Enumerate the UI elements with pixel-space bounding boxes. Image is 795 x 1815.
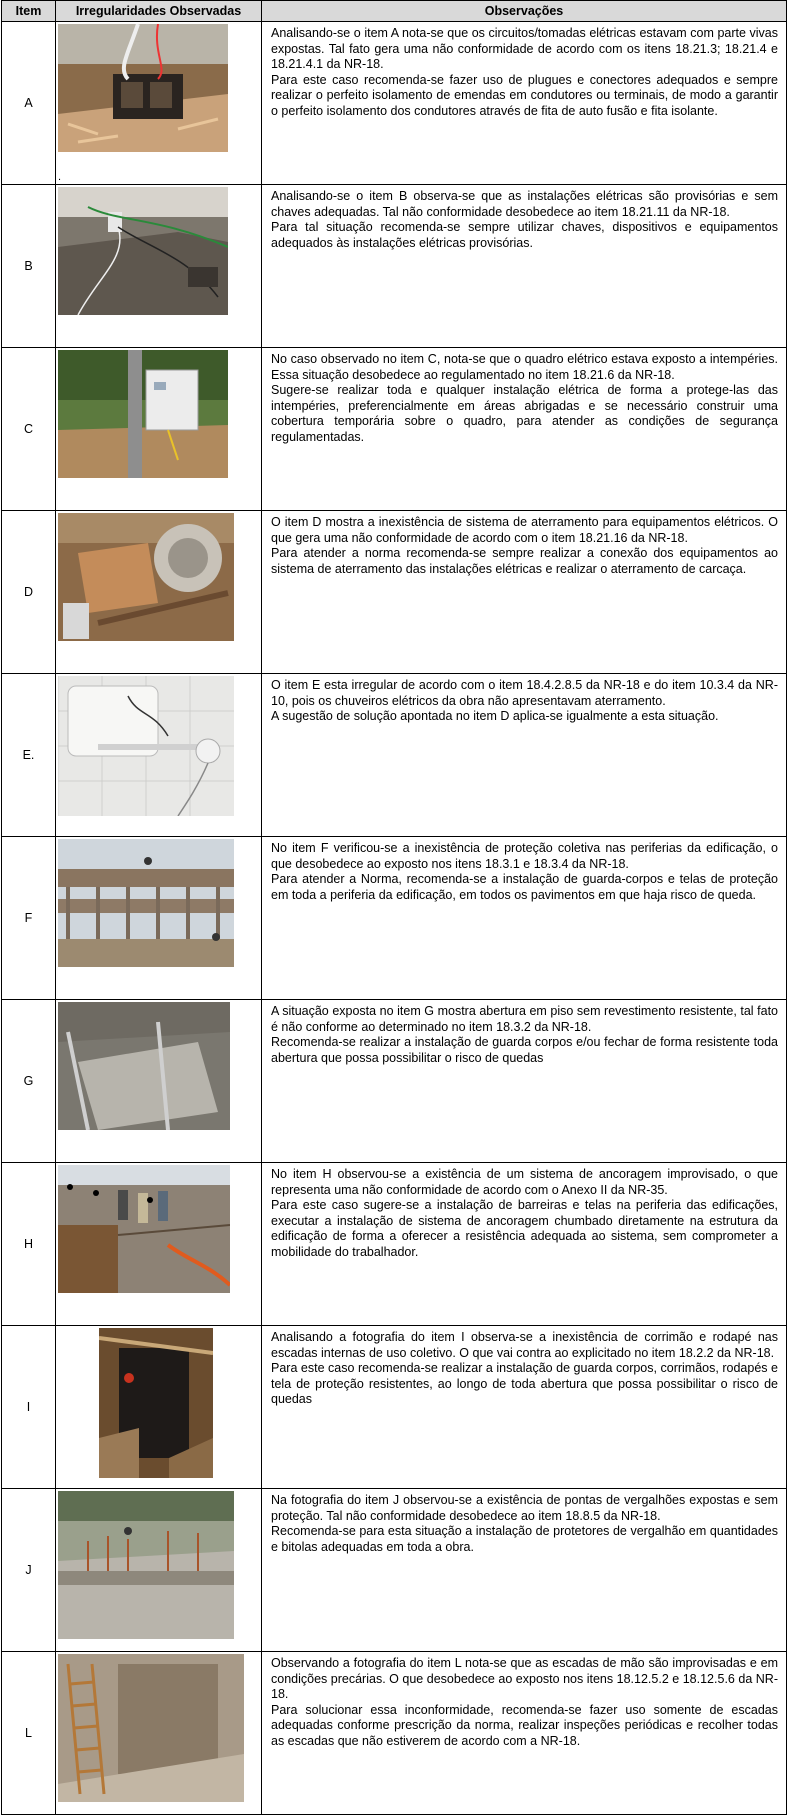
row-item-label: D (2, 511, 56, 674)
observation-finding: A situação exposta no item G mostra abertura em piso sem revestimento resistente, tal fato é não conforme ao determinado no item 18.3.2 da NR-18. (271, 1004, 778, 1034)
photo-cell (56, 348, 262, 511)
observation-finding: Na fotografia do item J observou-se a existência de pontas de vergalhões expostas e sem proteção. Tal não conformidade desobedece ao item 18.8.5 da NR-18. (271, 1493, 778, 1523)
table-row (2, 22, 787, 185)
row-item-label: H (2, 1163, 56, 1326)
photo-cell (56, 1000, 262, 1163)
photo-cell (56, 185, 262, 348)
observation-cell (262, 674, 787, 837)
observation-recommendation: Para atender a norma recomenda-se sempre realizar a conexão dos equipamentos ao sistema de aterramento das instalações elétricas e realizar o aterramento de carcaça. (271, 546, 778, 576)
observation-cell (262, 1000, 787, 1163)
observation-finding: Observando a fotografia do item L nota-se que as escadas de mão são improvisadas e em condições precárias. O que desobedece ao exposto nos itens 18.12.5.2 e 18.12.5.6 da NR-18. (271, 1656, 778, 1701)
photo-cell (56, 1163, 262, 1326)
observation-finding: Analisando-se o item B observa-se que as instalações elétricas são provisórias e sem chaves adequadas. Tal não conformidade desobedece ao item 18.21.11 da NR-18. (271, 189, 778, 219)
table-row (2, 674, 787, 837)
table-row (2, 511, 787, 674)
photo-electric-shower (58, 676, 234, 816)
photo-cell (56, 511, 262, 674)
observation-finding: No item F verificou-se a inexistência de proteção coletiva nas periferias da edificação, o que desobedece ao exposto nos itens 18.3.1 e 18.3.4 da NR-18. (271, 841, 778, 871)
observation-recommendation: Para atender a Norma, recomenda-se a instalação de guarda-corpos e telas de proteção em toda a periferia da edificação, em todos os pavimentos em que haja risco de queda. (271, 872, 778, 902)
row-item-label: I (2, 1326, 56, 1489)
observation-recommendation: Sugere-se realizar toda e qualquer instalação elétrica de forma a protege-las das intempéries, preferencialmente em áreas abrigadas e se necessário construir uma cobertura temporária sobre o quadro, para atender as condições de segurança regulamentadas. (271, 383, 778, 444)
photo-cell (56, 674, 262, 837)
table-header-row (2, 1, 787, 22)
observation-finding: Analisando-se o item A nota-se que os circuitos/tomadas elétricas estavam com parte vivas expostas. Tal fato gera uma não conformidade de acordo com os itens 18.21.3; 18.21.4 e 18.21.4.1 da NR-18. (271, 26, 778, 71)
photo-exposed-socket (58, 24, 228, 152)
photo-exposed-panel (58, 350, 228, 478)
photo-improvised-ladder (58, 1654, 244, 1802)
observation-recommendation: Recomenda-se realizar a instalação de guarda corpos e/ou fechar de forma resistente toda abertura que possa possibilitar o risco de quedas (271, 1035, 778, 1065)
table-row (2, 1652, 787, 1815)
row-item-label: E. (2, 674, 56, 837)
observation-recommendation: Para solucionar essa inconformidade, recomenda-se fazer uso somente de escadas adequadas conforme prescrição da norma, realizar inspeções periódicas e recolher todas as escadas que não estiverem de acordo com a NR-18. (271, 1702, 778, 1748)
observation-cell (262, 837, 787, 1000)
row-item-label: A (2, 22, 56, 185)
row-item-label: L (2, 1652, 56, 1815)
table-row (2, 1000, 787, 1163)
photo-exposed-rebar (58, 1491, 234, 1639)
photo-building-periphery (58, 839, 234, 967)
row-item-label: J (2, 1489, 56, 1652)
photo-cell (56, 1652, 262, 1815)
table-row (2, 185, 787, 348)
photo-cell (56, 1326, 262, 1489)
observation-finding: O item D mostra a inexistência de sistema de aterramento para equipamentos elétricos. O que gera uma não conformidade de acordo com o item 18.21.16 da NR-18. (271, 515, 778, 545)
observation-finding: No item H observou-se a existência de um sistema de ancoragem improvisado, o que representa uma não conformidade de acordo com o Anexo II da NR-35. (271, 1167, 778, 1197)
observation-cell (262, 511, 787, 674)
header-observations: Observações (262, 1, 787, 22)
observation-finding: No caso observado no item C, nota-se que o quadro elétrico estava exposto a intempéries. Essa situação desobedece ao regulamentado no item 18.21.6 da NR-18. (271, 352, 778, 382)
photo-floor-opening (58, 1002, 230, 1130)
observation-cell (262, 1489, 787, 1652)
photo-mixer-no-grounding (58, 513, 234, 641)
stray-mark: . (58, 171, 62, 183)
table-row (2, 348, 787, 511)
table-row (2, 1326, 787, 1489)
photo-cell (56, 1489, 262, 1652)
observation-cell (262, 1652, 787, 1815)
observation-recommendation: Para este caso recomenda-se fazer uso de plugues e conectores adequados e sempre realizar o perfeito isolamento de emendas em condutores ou terminais, de modo a garantir o perfeito isolamento dos condutores através de fita de auto fusão e fita isolante. (271, 72, 778, 118)
table-row (2, 837, 787, 1000)
observation-recommendation: Para este caso sugere-se a instalação de barreiras e telas na periferia das edificações, executar a instalação de sistema de ancoragem chumbado diretamente na estrutura da edificação de forma a oferecer a resistência adequada ao sistema, sem comprometer a mobilidade do trabalhador. (271, 1198, 778, 1259)
row-item-label: B (2, 185, 56, 348)
observation-cell (262, 185, 787, 348)
observation-finding: Analisando a fotografia do item I observa-se a inexistência de corrimão e rodapé nas escadas internas de uso coletivo. O que vai contra ao explicitado no item 18.2.2 da NR-18. (271, 1330, 778, 1360)
observation-recommendation: Para este caso recomenda-se realizar a instalação de guarda corpos, corrimãos, rodapés e tela de proteção resistentes, ao longo de toda abertura que possa possibilitar o risco de quedas (271, 1361, 778, 1406)
photo-stairwell-no-handrail (99, 1328, 213, 1478)
table-row (2, 1489, 787, 1652)
observation-recommendation: Recomenda-se para esta situação a instalação de protetores de vergalhão em quantidades e bitolas adequadas em toda a obra. (271, 1524, 778, 1554)
observation-cell (262, 22, 787, 185)
photo-provisional-wiring (58, 187, 228, 315)
table-row (2, 1163, 787, 1326)
photo-cell (56, 22, 262, 185)
observation-recommendation: Para tal situação recomenda-se sempre utilizar chaves, dispositivos e equipamentos adequados às instalações elétricas provisórias. (271, 220, 778, 250)
header-item: Item (2, 1, 56, 22)
header-irregularities: Irregularidades Observadas (56, 1, 262, 22)
observation-finding: O item E esta irregular de acordo com o item 18.4.2.8.5 da NR-18 e do item 10.3.4 da NR-10, pois os chuveiros elétricos da obra não apresentavam aterramento. (271, 678, 778, 708)
row-item-label: C (2, 348, 56, 511)
observation-cell (262, 1163, 787, 1326)
irregularities-table (1, 0, 787, 1815)
observation-cell (262, 1326, 787, 1489)
photo-cell (56, 837, 262, 1000)
photo-improvised-anchorage (58, 1165, 230, 1293)
observation-cell (262, 348, 787, 511)
row-item-label: F (2, 837, 56, 1000)
row-item-label: G (2, 1000, 56, 1163)
observation-recommendation: A sugestão de solução apontada no item D aplica-se igualmente a esta situação. (271, 709, 719, 723)
